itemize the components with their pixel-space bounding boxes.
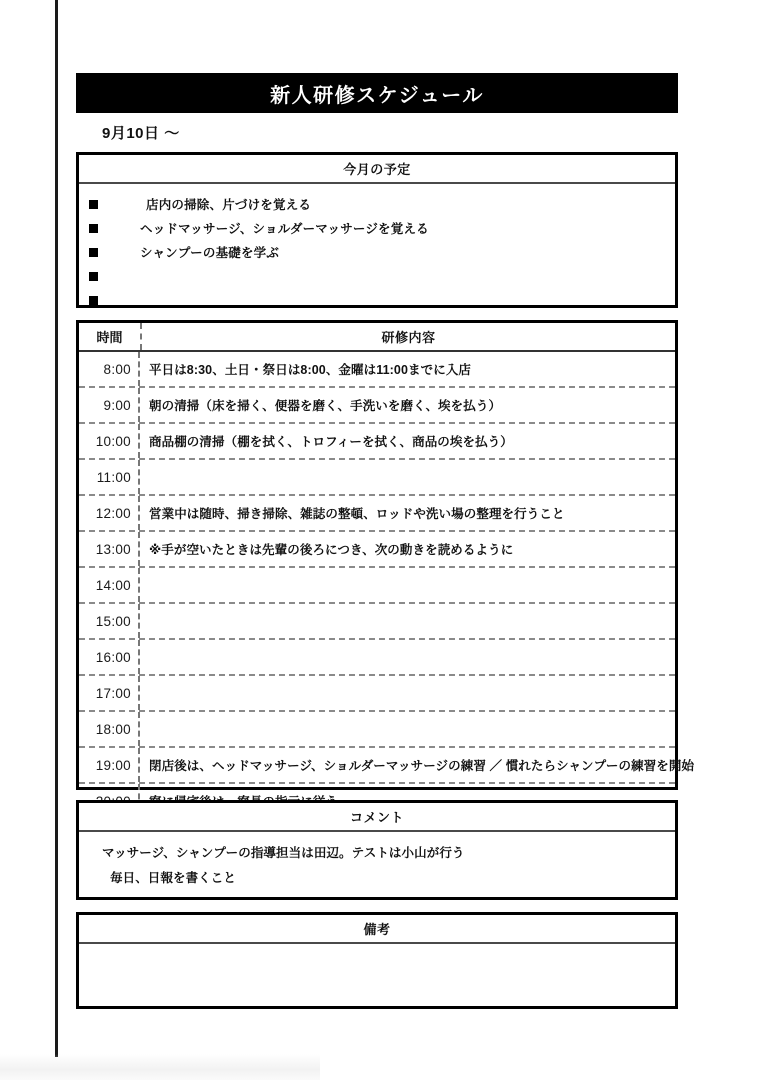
table-row	[79, 604, 675, 640]
schedule-time: 13:00	[79, 532, 140, 566]
column-header-time: 時間	[79, 323, 142, 350]
page-title: 新人研修スケジュール	[270, 84, 484, 107]
schedule-time: 8:00	[79, 352, 140, 386]
table-row	[79, 532, 675, 568]
schedule-table	[76, 320, 695, 790]
monthly-plan-item-text: 店内の掃除、片づけを覚える	[146, 198, 312, 212]
schedule-content	[140, 640, 675, 674]
comment-line: マッサージ、シャンプーの指導担当は田辺。テストは小山が行う	[102, 846, 465, 860]
schedule-content	[140, 568, 675, 602]
schedule-time: 15:00	[79, 604, 140, 638]
schedule-time: 17:00	[79, 676, 140, 710]
schedule-time: 19:00	[79, 748, 140, 782]
schedule-content: 朝の清掃（床を掃く、便器を磨く、手洗いを磨く、埃を払う）	[149, 399, 502, 413]
square-bullet-icon	[89, 224, 98, 233]
schedule-header-row	[79, 323, 675, 352]
comment-heading: コメント	[79, 803, 675, 832]
list-item	[79, 288, 675, 312]
document-sheet	[76, 0, 695, 1080]
schedule-content	[140, 460, 675, 494]
table-row	[79, 748, 695, 784]
comment-body	[79, 832, 675, 891]
schedule-time: 9:00	[79, 388, 140, 422]
list-item	[79, 192, 675, 216]
square-bullet-icon	[89, 272, 98, 281]
schedule-content: 平日は8:30、土日・祭日は8:00、金曜は11:00までに入店	[149, 363, 472, 377]
comment-panel	[76, 800, 678, 900]
table-row	[79, 676, 675, 712]
remarks-heading: 備考	[79, 915, 675, 944]
remarks-panel	[76, 912, 678, 1009]
page-binding-edge	[55, 0, 58, 1057]
schedule-content: 商品棚の清掃（棚を拭く、トロフィーを拭く、商品の埃を払う）	[149, 435, 513, 449]
square-bullet-icon	[89, 200, 98, 209]
table-row	[79, 712, 675, 748]
schedule-content	[140, 712, 675, 746]
scan-smudge	[0, 1054, 320, 1080]
schedule-content	[140, 676, 675, 710]
schedule-content: 閉店後は、ヘッドマッサージ、ショルダーマッサージの練習 ／ 慣れたらシャンプーの練習を開始	[149, 759, 695, 773]
table-row	[79, 568, 675, 604]
monthly-plan-panel	[76, 152, 678, 308]
schedule-time: 12:00	[79, 496, 140, 530]
schedule-content	[140, 604, 675, 638]
schedule-time: 14:00	[79, 568, 140, 602]
schedule-time: 16:00	[79, 640, 140, 674]
table-row	[79, 352, 675, 388]
table-row	[79, 424, 675, 460]
table-row	[79, 640, 675, 676]
column-header-content: 研修内容	[381, 330, 436, 345]
list-item	[79, 264, 675, 288]
list-item	[79, 216, 675, 240]
schedule-time: 18:00	[79, 712, 140, 746]
monthly-plan-item-text: ヘッドマッサージ、ショルダーマッサージを覚える	[140, 222, 429, 236]
date-label: 9月10日 ～	[102, 125, 180, 142]
square-bullet-icon	[89, 296, 98, 305]
monthly-plan-item-text: シャンプーの基礎を学ぶ	[140, 246, 280, 260]
schedule-content: 営業中は随時、掃き掃除、雑誌の整頓、ロッドや洗い場の整理を行うこと	[149, 507, 565, 521]
table-row	[79, 460, 675, 496]
comment-line: 毎日、日報を書くこと	[110, 871, 237, 885]
table-row	[79, 388, 675, 424]
document-title-bar	[76, 73, 678, 113]
monthly-plan-list	[79, 184, 675, 312]
schedule-time: 10:00	[79, 424, 140, 458]
schedule-content: ※手が空いたときは先輩の後ろにつき、次の動きを読めるように	[149, 543, 514, 557]
schedule-time: 11:00	[79, 460, 140, 494]
table-row	[79, 496, 675, 532]
monthly-plan-heading: 今月の予定	[79, 155, 675, 184]
list-item	[79, 240, 675, 264]
remarks-body	[79, 944, 675, 1006]
square-bullet-icon	[89, 248, 98, 257]
